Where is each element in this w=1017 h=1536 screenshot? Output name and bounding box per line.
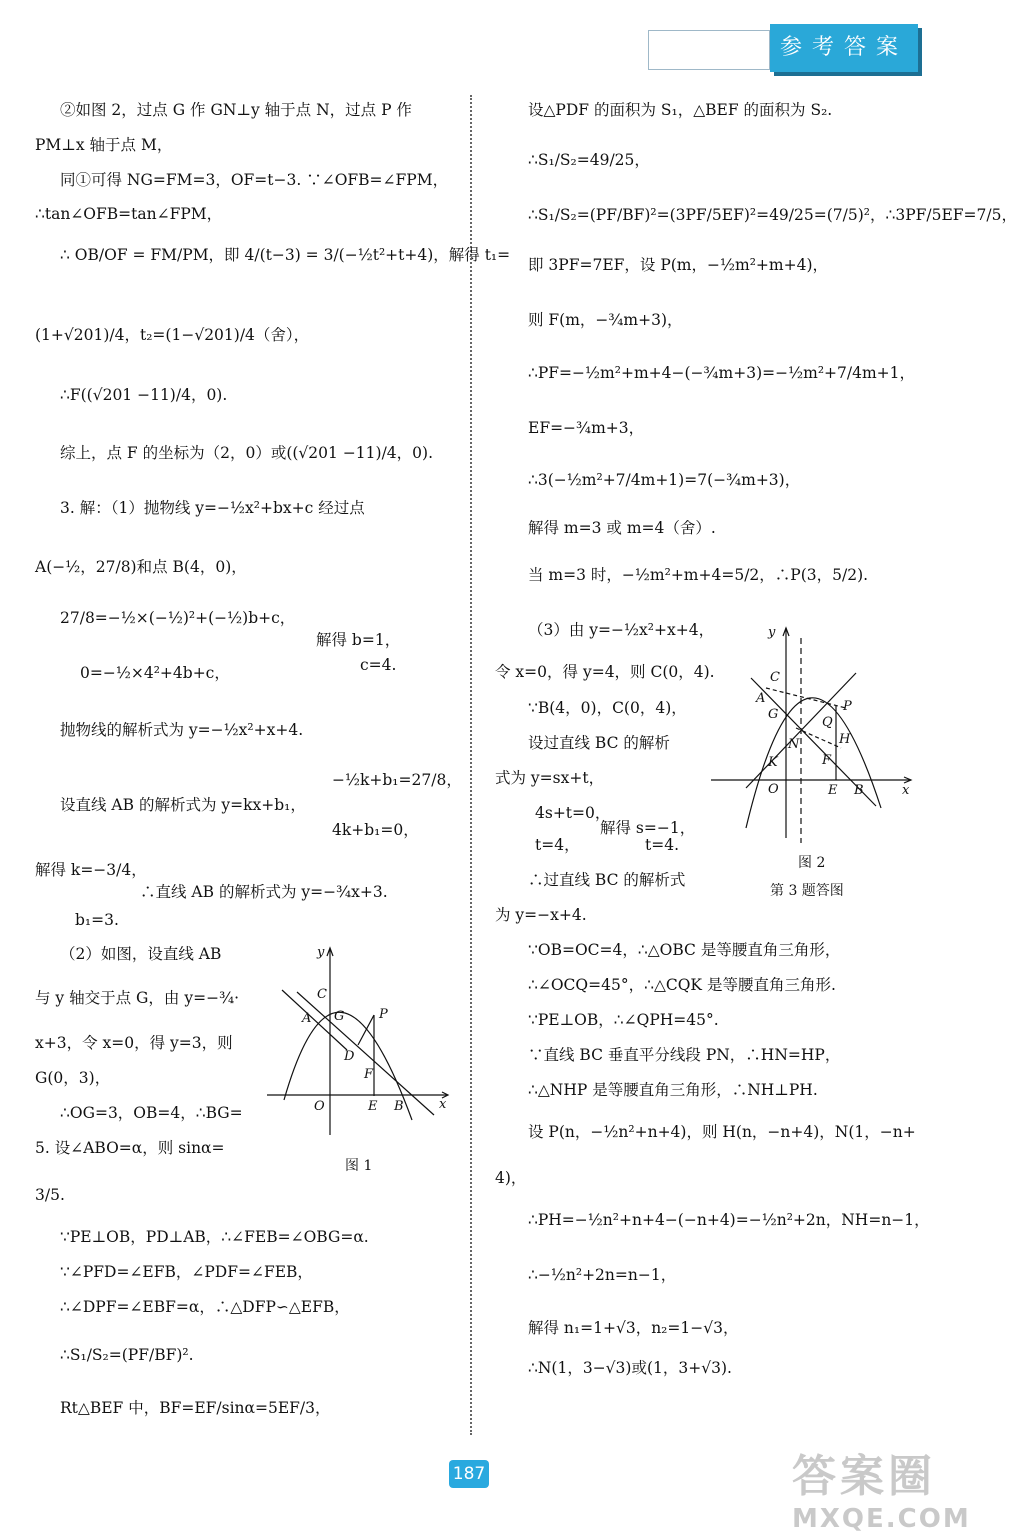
- left-line: 3/5.: [35, 1186, 65, 1204]
- left-line: x+3，令 x=0，得 y=3，则: [35, 1034, 233, 1052]
- right-line: 4)，: [495, 1169, 527, 1187]
- left-line: 5. 设∠ABO=α，则 sinα=: [35, 1139, 225, 1157]
- dashed-segment: [796, 728, 841, 748]
- left-line: 27/8=−½×(−½)²+(−½)b+c，: [60, 609, 296, 627]
- right-line: ∴∠OCQ=45°，∴△CQK 是等腰直角三角形.: [528, 976, 836, 994]
- left-line: b₁=3.: [75, 911, 119, 929]
- right-line: 当 m=3 时，−½m²+m+4=5/2，∴P(3，5/2).: [528, 566, 869, 584]
- label-f: F: [822, 753, 832, 768]
- left-line: 与 y 轴交于点 G，由 y=−¾·: [35, 989, 240, 1007]
- label-c: C: [770, 670, 780, 685]
- right-line: ∴PH=−½n²+n+4−(−n+4)=−½n²+2n，NH=n−1，: [528, 1211, 930, 1229]
- left-line: Rt△BEF 中，BF=EF/sinα=5EF/3，: [60, 1399, 331, 1417]
- label-y: y: [317, 945, 325, 960]
- left-line: 综上，点 F 的坐标为（2，0）或((√201 −11)/4，0).: [60, 444, 433, 462]
- label-k: K: [768, 755, 778, 770]
- right-line: ∴S₁/S₂=(PF/BF)²=(3PF/5EF)²=49/25=(7/5)²，∴3PF/5EF=7/5，: [528, 206, 1017, 224]
- segment-pd: [358, 1015, 374, 1045]
- line-ab: [297, 992, 434, 1115]
- left-line: 设直线 AB 的解析式为 y=kx+b₁，: [60, 796, 306, 814]
- label-f: F: [364, 1067, 374, 1082]
- right-line: ∴PF=−½m²+m+4−(−¾m+3)=−½m²+7/4m+1，: [528, 364, 916, 382]
- left-line: 解得 b=1，: [316, 631, 401, 649]
- label-g: G: [334, 1009, 345, 1024]
- watermark-domain: MXQE.COM: [792, 1504, 971, 1534]
- right-line: t=4.: [645, 836, 680, 854]
- figure-2-caption: 图 2: [798, 855, 826, 871]
- right-line: ∵直线 BC 垂直平分线段 PN，∴HN=HP，: [528, 1046, 841, 1064]
- label-x: x: [902, 783, 910, 798]
- left-line: PM⊥x 轴于点 M，: [35, 136, 173, 154]
- label-x: x: [439, 1097, 447, 1112]
- right-line: 解得 m=3 或 m=4（舍）.: [528, 519, 716, 537]
- right-line: EF=−¾m+3，: [528, 419, 645, 437]
- right-line: ∴N(1，3−√3)或(1，3+√3).: [528, 1359, 732, 1377]
- watermark: [792, 1440, 971, 1534]
- label-p: P: [843, 699, 852, 714]
- left-line: ∴S₁/S₂=(PF/BF)².: [60, 1346, 194, 1364]
- label-a: A: [756, 691, 766, 706]
- left-line: ②如图 2，过点 G 作 GN⊥y 轴于点 N，过点 P 作: [60, 101, 412, 119]
- left-line: 解得 k=−3/4，: [35, 861, 147, 879]
- label-e: E: [368, 1099, 378, 1114]
- page-number: 187: [449, 1460, 489, 1488]
- left-line: 抛物线的解析式为 y=−½x²+x+4.: [60, 721, 304, 739]
- label-e: E: [828, 783, 838, 798]
- right-line: ∴过直线 BC 的解析式: [528, 871, 686, 889]
- left-line: (1+√201)/4，t₂=(1−√201)/4（舍），: [35, 326, 310, 344]
- right-line: 即 3PF=7EF，设 P(m，−½m²+m+4)，: [528, 256, 828, 274]
- header-box: [648, 30, 770, 70]
- label-o: O: [314, 1099, 325, 1114]
- right-line: ∵PE⊥OB，∴∠QPH=45°.: [528, 1011, 719, 1029]
- right-line: 设△PDF 的面积为 S₁，△BEF 的面积为 S₂.: [528, 101, 833, 119]
- label-b: B: [854, 783, 864, 798]
- left-line: ∵∠PFD=∠EFB，∠PDF=∠FEB，: [60, 1263, 313, 1281]
- right-line: （3）由 y=−½x²+x+4，: [528, 621, 715, 639]
- left-line: 4k+b₁=0，: [332, 821, 419, 839]
- right-line: ∴−½n²+2n=n−1，: [528, 1266, 677, 1284]
- label-h: H: [839, 732, 851, 747]
- parabola: [284, 1012, 412, 1120]
- right-line: ∴3(−½m²+7/4m+1)=7(−¾m+3)，: [528, 471, 801, 489]
- left-line: ∵PE⊥OB，PD⊥AB，∴∠FEB=∠OBG=α.: [60, 1228, 369, 1246]
- figure-1-caption: 图 1: [345, 1158, 373, 1174]
- figure-2-subcaption: 第 3 题答图: [770, 883, 844, 899]
- column-divider: [470, 95, 472, 1435]
- label-d: D: [344, 1049, 355, 1064]
- header-tab: 参考答案: [770, 24, 918, 72]
- right-line: 为 y=−x+4.: [495, 906, 587, 924]
- left-line: （2）如图，设直线 AB: [60, 945, 222, 963]
- left-line: −½k+b₁=27/8，: [332, 771, 462, 789]
- right-line: 解得 s=−1，: [600, 819, 696, 837]
- right-line: 解得 n₁=1+√3，n₂=1−√3，: [528, 1319, 739, 1337]
- label-n: N: [788, 737, 800, 752]
- left-line: G(0，3)，: [35, 1069, 111, 1087]
- left-line: A(−½，27/8)和点 B(4，0)，: [35, 558, 247, 576]
- right-line: 则 F(m，−¾m+3)，: [528, 311, 683, 329]
- left-line: ∴tan∠OFB=tan∠FPM，: [35, 205, 223, 223]
- left-line: ∴直线 AB 的解析式为 y=−¾x+3.: [140, 883, 388, 901]
- label-y: y: [768, 625, 776, 640]
- label-o: O: [768, 782, 779, 797]
- label-q: Q: [822, 715, 833, 730]
- right-line: 令 x=0，得 y=4，则 C(0，4).: [495, 663, 715, 681]
- left-line: ∴∠DPF=∠EBF=α，∴△DFP∽△EFB，: [60, 1298, 350, 1316]
- left-line: ∴F((√201 −11)/4，0).: [60, 386, 228, 404]
- right-line: 设 P(n，−½n²+n+4)，则 H(n，−n+4)，N(1，−n+: [528, 1123, 916, 1141]
- figure-2: [706, 618, 916, 848]
- right-line: ∴△NHP 是等腰直角三角形，∴NH⊥PH.: [528, 1081, 818, 1099]
- right-line: ∴S₁/S₂=49/25，: [528, 151, 650, 169]
- figure-1: [262, 940, 452, 1140]
- label-a: A: [302, 1011, 312, 1026]
- left-line: c=4.: [360, 656, 397, 674]
- left-line: 0=−½×4²+4b+c，: [80, 664, 230, 682]
- left-line: 3. 解：（1）抛物线 y=−½x²+bx+c 经过点: [60, 499, 365, 517]
- left-line: ∴OG=3，OB=4，∴BG=: [60, 1104, 243, 1122]
- label-g: G: [768, 707, 779, 722]
- left-line: ∴ OB/OF = FM/PM，即 4/(t−3) = 3/(−½t²+t+4)，解得 t₁=: [60, 246, 511, 264]
- right-line: 式为 y=sx+t，: [495, 769, 605, 787]
- right-line: t=4，: [535, 836, 580, 854]
- right-line: ∵B(4，0)，C(0，4)，: [528, 699, 687, 717]
- right-line: 4s+t=0，: [535, 804, 611, 822]
- watermark-main: 答案圈: [792, 1451, 936, 1502]
- label-c: C: [317, 987, 327, 1002]
- left-line: 同①可得 NG=FM=3，OF=t−3. ∵∠OFB=∠FPM，: [60, 171, 449, 189]
- right-line: 设过直线 BC 的解析: [528, 734, 670, 752]
- label-p: P: [379, 1007, 388, 1022]
- label-b: B: [394, 1099, 404, 1114]
- right-line: ∵OB=OC=4，∴△OBC 是等腰直角三角形，: [528, 941, 841, 959]
